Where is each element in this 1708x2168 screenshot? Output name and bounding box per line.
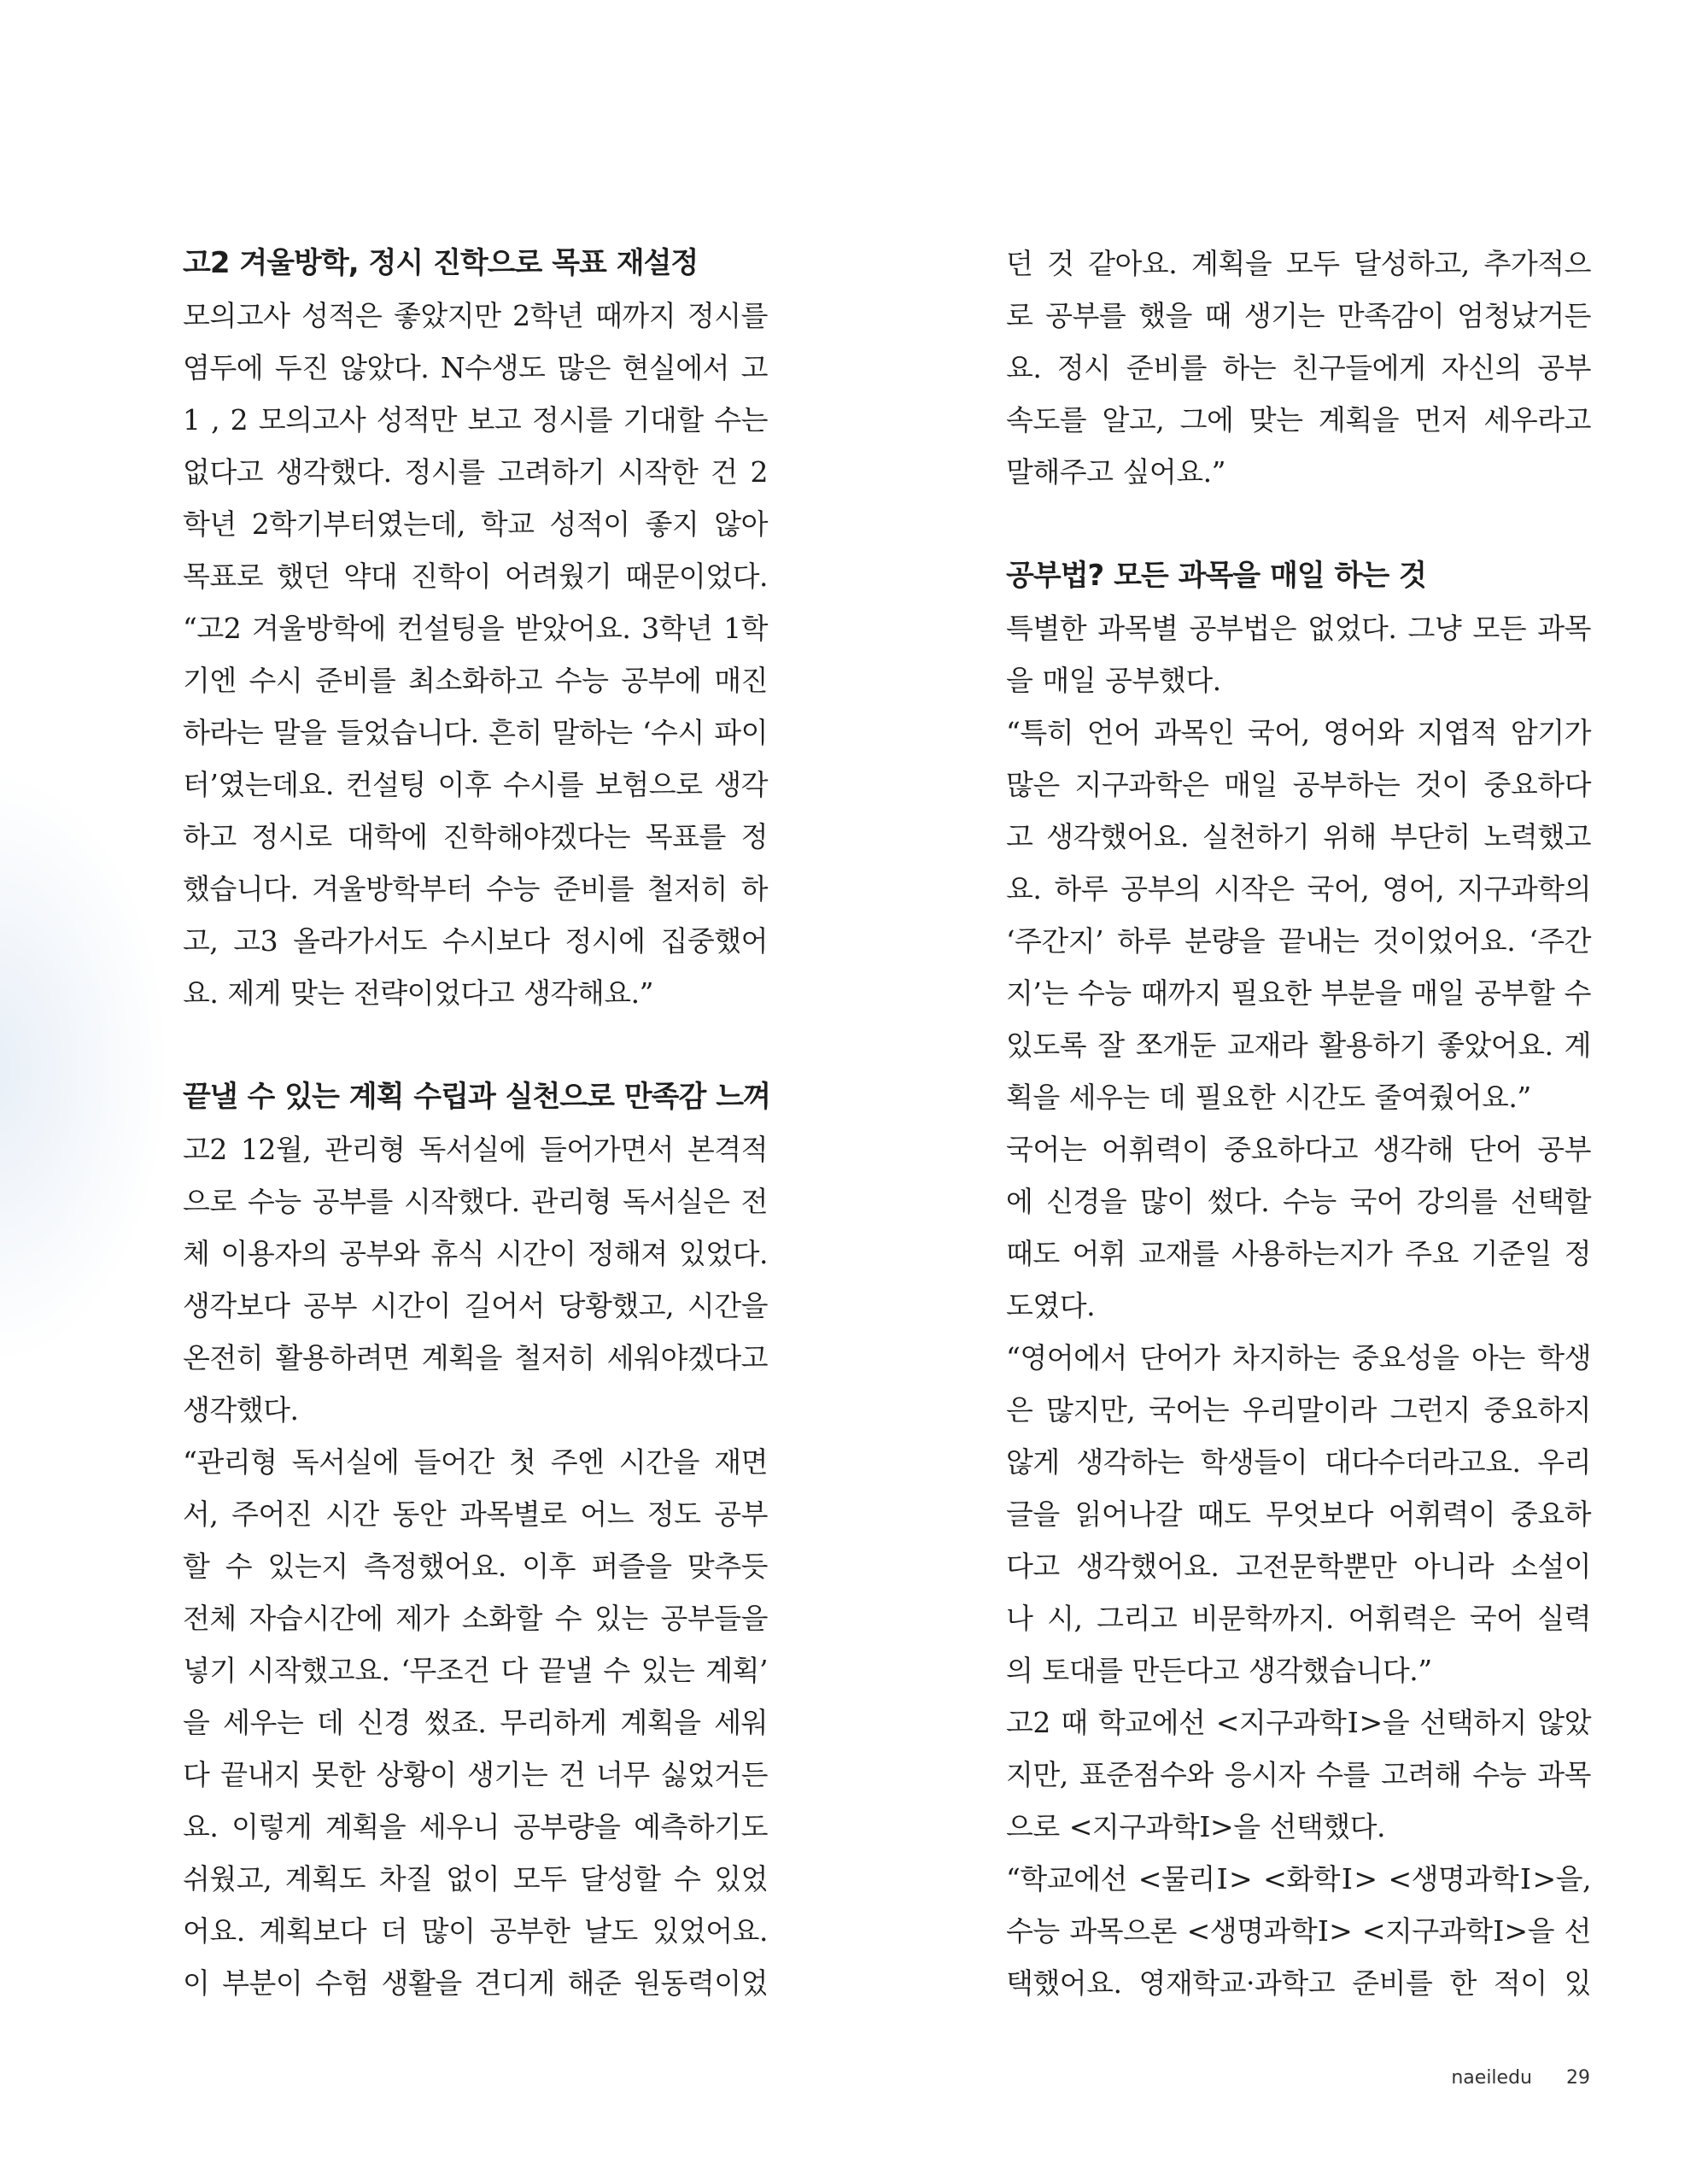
section-heading: 공부법? 모든 과목을 매일 하는 것	[1006, 559, 1426, 593]
text-line: 고2 12월, 관리형 독서실에 들어가면서 본격적	[183, 1133, 768, 1166]
text-line: 체 이용자의 공부와 휴식 시간이 정해져 있었다.	[183, 1237, 768, 1270]
text-line: 하라는 말을 들었습니다. 흔히 말하는 ‘수시 파이	[183, 716, 768, 749]
text-line: “학교에선 <물리Ⅰ> <화학Ⅰ> <생명과학Ⅰ>을,	[1006, 1862, 1591, 1896]
text-line: “고2 겨울방학에 컨설팅을 받았어요. 3학년 1학	[183, 612, 768, 645]
publication-name: naeiledu	[1451, 2067, 1532, 2089]
text-line: 요. 이렇게 계획을 세우니 공부량을 예측하기도	[183, 1810, 768, 1843]
text-line: 을 세우는 데 신경 썼죠. 무리하게 계획을 세워	[183, 1706, 768, 1739]
page-number: 29	[1566, 2067, 1590, 2089]
paragraph-last-line: 의 토대를 만든다고 생각했습니다.”	[1006, 1654, 1432, 1687]
page-footer	[1451, 2067, 1590, 2089]
text-line: 없다고 생각했다. 정시를 고려하기 시작한 건 2	[183, 455, 768, 489]
paragraph-last-line: 생각했다.	[183, 1393, 299, 1427]
text-line: 않게 생각하는 학생들이 대다수더라고요. 우리	[1006, 1445, 1591, 1479]
paragraph-last-line: 도였다.	[1006, 1289, 1096, 1322]
paragraph-last-line: 말해주고 싶어요.”	[1006, 455, 1225, 489]
text-line: 에 신경을 많이 썼다. 수능 국어 강의를 선택할	[1006, 1185, 1591, 1218]
text-line: 요. 정시 준비를 하는 친구들에게 자신의 공부	[1006, 351, 1591, 384]
section-heading: 끝낼 수 있는 계획 수립과 실천으로 만족감 느껴	[183, 1080, 770, 1114]
text-line: 있도록 잘 쪼개둔 교재라 활용하기 좋았어요. 계	[1006, 1028, 1591, 1062]
text-line: 염두에 두진 않았다. N수생도 많은 현실에서 고	[183, 351, 768, 384]
text-line: 요. 하루 공부의 시작은 국어, 영어, 지구과학의	[1006, 872, 1591, 905]
text-line: “영어에서 단어가 차지하는 중요성을 아는 학생	[1006, 1341, 1591, 1374]
text-line: 으로 수능 공부를 시작했다. 관리형 독서실은 전	[183, 1185, 768, 1218]
text-line: “관리형 독서실에 들어간 첫 주엔 시간을 재면	[183, 1445, 768, 1479]
text-line: “특히 언어 과목인 국어, 영어와 지엽적 암기가	[1006, 716, 1591, 749]
text-line: 터’였는데요. 컨설팅 이후 수시를 보험으로 생각	[183, 768, 768, 801]
text-line: 속도를 알고, 그에 맞는 계획을 먼저 세우라고	[1006, 403, 1591, 437]
text-line: 글을 읽어나갈 때도 무엇보다 어휘력이 중요하	[1006, 1497, 1591, 1531]
text-line: 모의고사 성적은 좋았지만 2학년 때까지 정시를	[183, 299, 768, 332]
text-line: 지’는 수능 때까지 필요한 부분을 매일 공부할 수	[1006, 976, 1591, 1010]
text-line: 할 수 있는지 측정했어요. 이후 퍼즐을 맞추듯	[183, 1550, 768, 1583]
text-line: 특별한 과목별 공부법은 없었다. 그냥 모든 과목	[1006, 612, 1591, 645]
text-line: 서, 주어진 시간 동안 과목별로 어느 정도 공부	[183, 1497, 768, 1531]
text-line: 하고 정시로 대학에 진학해야겠다는 목표를 정	[183, 820, 768, 853]
text-line: 고, 고3 올라가서도 수시보다 정시에 집중했어	[183, 924, 768, 958]
text-line: 은 많지만, 국어는 우리말이라 그런지 중요하지	[1006, 1393, 1591, 1427]
paragraph-last-line: 획을 세우는 데 필요한 시간도 줄여줬어요.”	[1006, 1081, 1531, 1114]
text-line: 때도 어휘 교재를 사용하는지가 주요 기준일 정	[1006, 1237, 1591, 1270]
text-line: 넣기 시작했고요. ‘무조건 다 끝낼 수 있는 계획’	[183, 1654, 768, 1687]
right-column	[1006, 237, 1591, 2009]
text-line: 로 공부를 했을 때 생기는 만족감이 엄청났거든	[1006, 299, 1591, 332]
paragraph-spacer	[1006, 498, 1591, 550]
text-line: 목표로 했던 약대 진학이 어려웠기 때문이었다.	[183, 560, 768, 593]
text-line: 나 시, 그리고 비문학까지. 어휘력은 국어 실력	[1006, 1602, 1591, 1635]
left-column	[183, 237, 768, 2009]
text-line: 지만, 표준점수와 응시자 수를 고려해 수능 과목	[1006, 1758, 1591, 1791]
text-line: 던 것 같아요. 계획을 모두 달성하고, 추가적으	[1006, 247, 1591, 280]
background-glow	[0, 769, 171, 1367]
text-line: ‘주간지’ 하루 분량을 끝내는 것이었어요. ‘주간	[1006, 924, 1591, 958]
text-line: 택했어요. 영재학교·과학고 준비를 한 적이 있	[1006, 1966, 1591, 2000]
text-line: 어요. 계획보다 더 많이 공부한 날도 있었어요.	[183, 1914, 768, 1948]
text-line: 생각보다 공부 시간이 길어서 당황했고, 시간을	[183, 1289, 768, 1322]
text-line: 했습니다. 겨울방학부터 수능 준비를 철저히 하	[183, 872, 768, 905]
paragraph-last-line: 요. 제게 맞는 전략이었다고 생각해요.”	[183, 976, 653, 1010]
paragraph-spacer	[183, 1019, 768, 1071]
text-line: 1 , 2 모의고사 성적만 보고 정시를 기대할 수는	[183, 403, 768, 437]
text-line: 온전히 활용하려면 계획을 철저히 세워야겠다고	[183, 1341, 768, 1374]
text-line: 많은 지구과학은 매일 공부하는 것이 중요하다	[1006, 768, 1591, 801]
text-line: 전체 자습시간에 제가 소화할 수 있는 공부들을	[183, 1602, 768, 1635]
text-line: 고 생각했어요. 실천하기 위해 부단히 노력했고	[1006, 820, 1591, 853]
text-line: 다고 생각했어요. 고전문학뿐만 아니라 소설이	[1006, 1550, 1591, 1583]
text-line: 수능 과목으론 <생명과학Ⅰ> <지구과학Ⅰ>을 선	[1006, 1914, 1591, 1948]
text-line: 국어는 어휘력이 중요하다고 생각해 단어 공부	[1006, 1133, 1591, 1166]
paragraph-last-line: 을 매일 공부했다.	[1006, 664, 1221, 697]
text-line: 이 부분이 수험 생활을 견디게 해준 원동력이었	[183, 1966, 768, 2000]
text-line: 학년 2학기부터였는데, 학교 성적이 좋지 않아	[183, 507, 768, 541]
text-line: 기엔 수시 준비를 최소화하고 수능 공부에 매진	[183, 664, 768, 697]
text-line: 다 끝내지 못한 상황이 생기는 건 너무 싫었거든	[183, 1758, 768, 1791]
text-line: 쉬웠고, 계획도 차질 없이 모두 달성할 수 있었	[183, 1862, 768, 1896]
text-line: 고2 때 학교에선 <지구과학Ⅰ>을 선택하지 않았	[1006, 1706, 1591, 1739]
paragraph-last-line: 으로 <지구과학Ⅰ>을 선택했다.	[1006, 1810, 1385, 1843]
section-heading: 고2 겨울방학, 정시 진학으로 목표 재설정	[183, 246, 699, 280]
